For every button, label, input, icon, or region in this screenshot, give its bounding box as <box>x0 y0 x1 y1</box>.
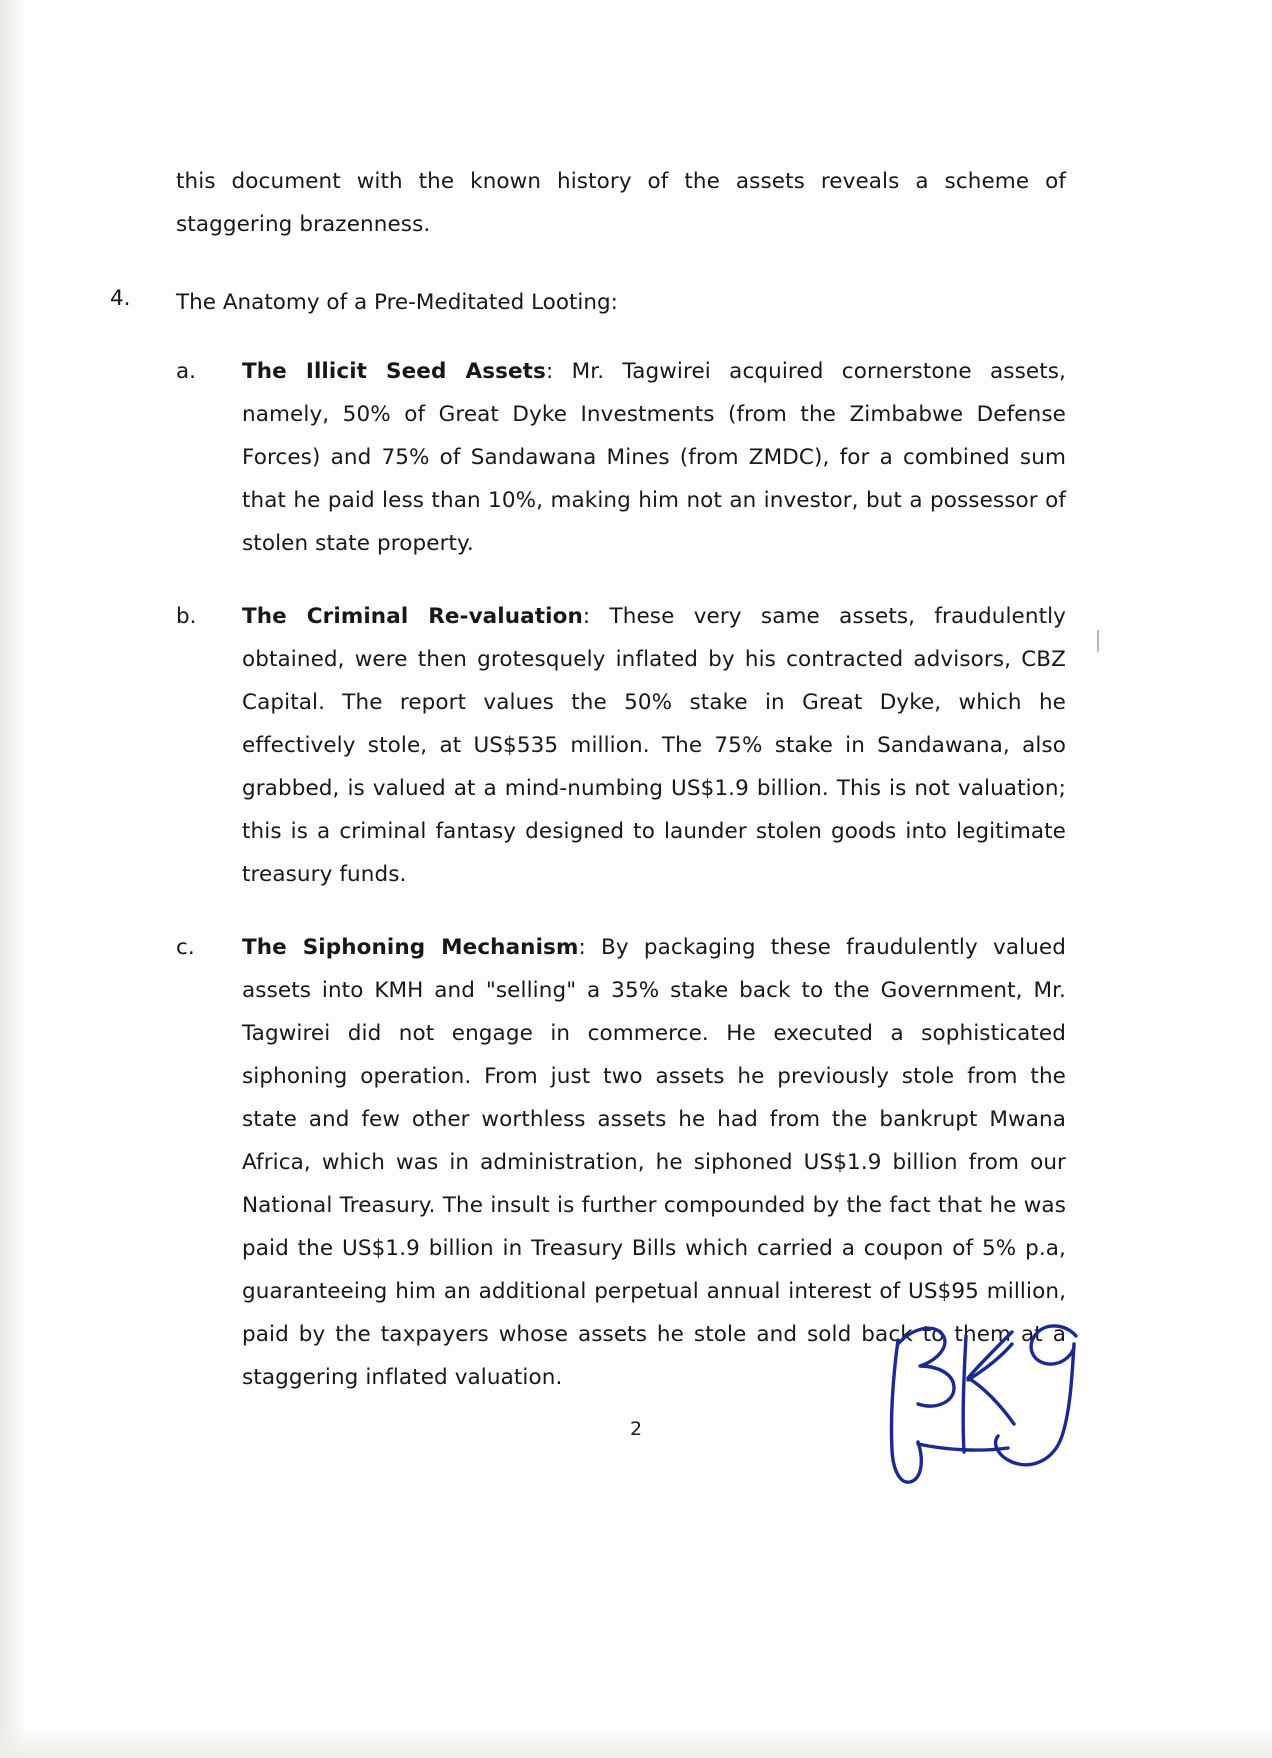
list-item-marker-c: c. <box>176 935 195 960</box>
list-item <box>176 595 1066 896</box>
list-item-body-a <box>242 350 1066 565</box>
handwritten-signature <box>880 1300 1090 1500</box>
margin-mark <box>1097 630 1099 652</box>
list-item-lead-c: The Siphoning Mechanism <box>242 935 579 960</box>
list-item-body-b <box>242 595 1066 896</box>
document-body <box>110 160 1120 1399</box>
section-4 <box>110 286 1120 320</box>
scan-edge-bottom <box>0 1728 1272 1758</box>
list-item-lead-b: The Criminal Re-valuation <box>242 604 583 629</box>
section-number: 4. <box>110 286 131 311</box>
list-item-marker-a: a. <box>176 359 197 384</box>
list-item <box>176 350 1066 565</box>
page-number: 2 <box>629 1418 643 1440</box>
list-item-text-b: : These very same assets, fraudulently obtained, were then grotesquely inflated by his contracted advisors, CBZ Capital. The report values the 50% stake in Great Dyke, which he effectively stole, at US$535 million. The 75% stake in Sandawana, also grabbed, is valued at a mind-numbing US$1.9 billion. This is not valuation; this is a criminal fantasy designed to launder stolen goods into legitimate treasury funds. <box>242 604 1066 887</box>
list-item-marker-b: b. <box>176 604 197 629</box>
scan-edge-left <box>0 0 26 1758</box>
intro-paragraph: this document with the known history of the assets reveals a scheme of staggering brazenness. <box>176 169 1066 237</box>
section-heading: The Anatomy of a Pre-Meditated Looting: <box>176 290 618 315</box>
list-item-text-a: : Mr. Tagwirei acquired cornerstone assets, namely, 50% of Great Dyke Investments (from the Zimbabwe Defense Forces) and 75% of Sandawana Mines (from ZMDC), for a combined sum that he paid less than 10%, making him not an investor, but a possessor of stolen state property. <box>242 359 1066 556</box>
list-item-lead-a: The Illicit Seed Assets <box>242 359 546 384</box>
list-item-text-c: : By packaging these fraudulently valued assets into KMH and "selling" a 35% stake back to the Government, Mr. Tagwirei did not engage in commerce. He executed a sophisticated siphoning operation. From just two assets he previously stole from the state and few other worthless assets he had from the bankrupt Mwana Africa, which was in administration, he siphoned US$1.9 billion from our National Treasury. The insult is further compounded by the fact that he was paid the US$1.9 billion in Treasury Bills which carried a coupon of 5% p.a, guaranteeing him an additional perpetual annual interest of US$95 million, paid by the taxpayers whose assets he stole and sold back to them at a staggering inflated valuation. <box>242 935 1066 1390</box>
